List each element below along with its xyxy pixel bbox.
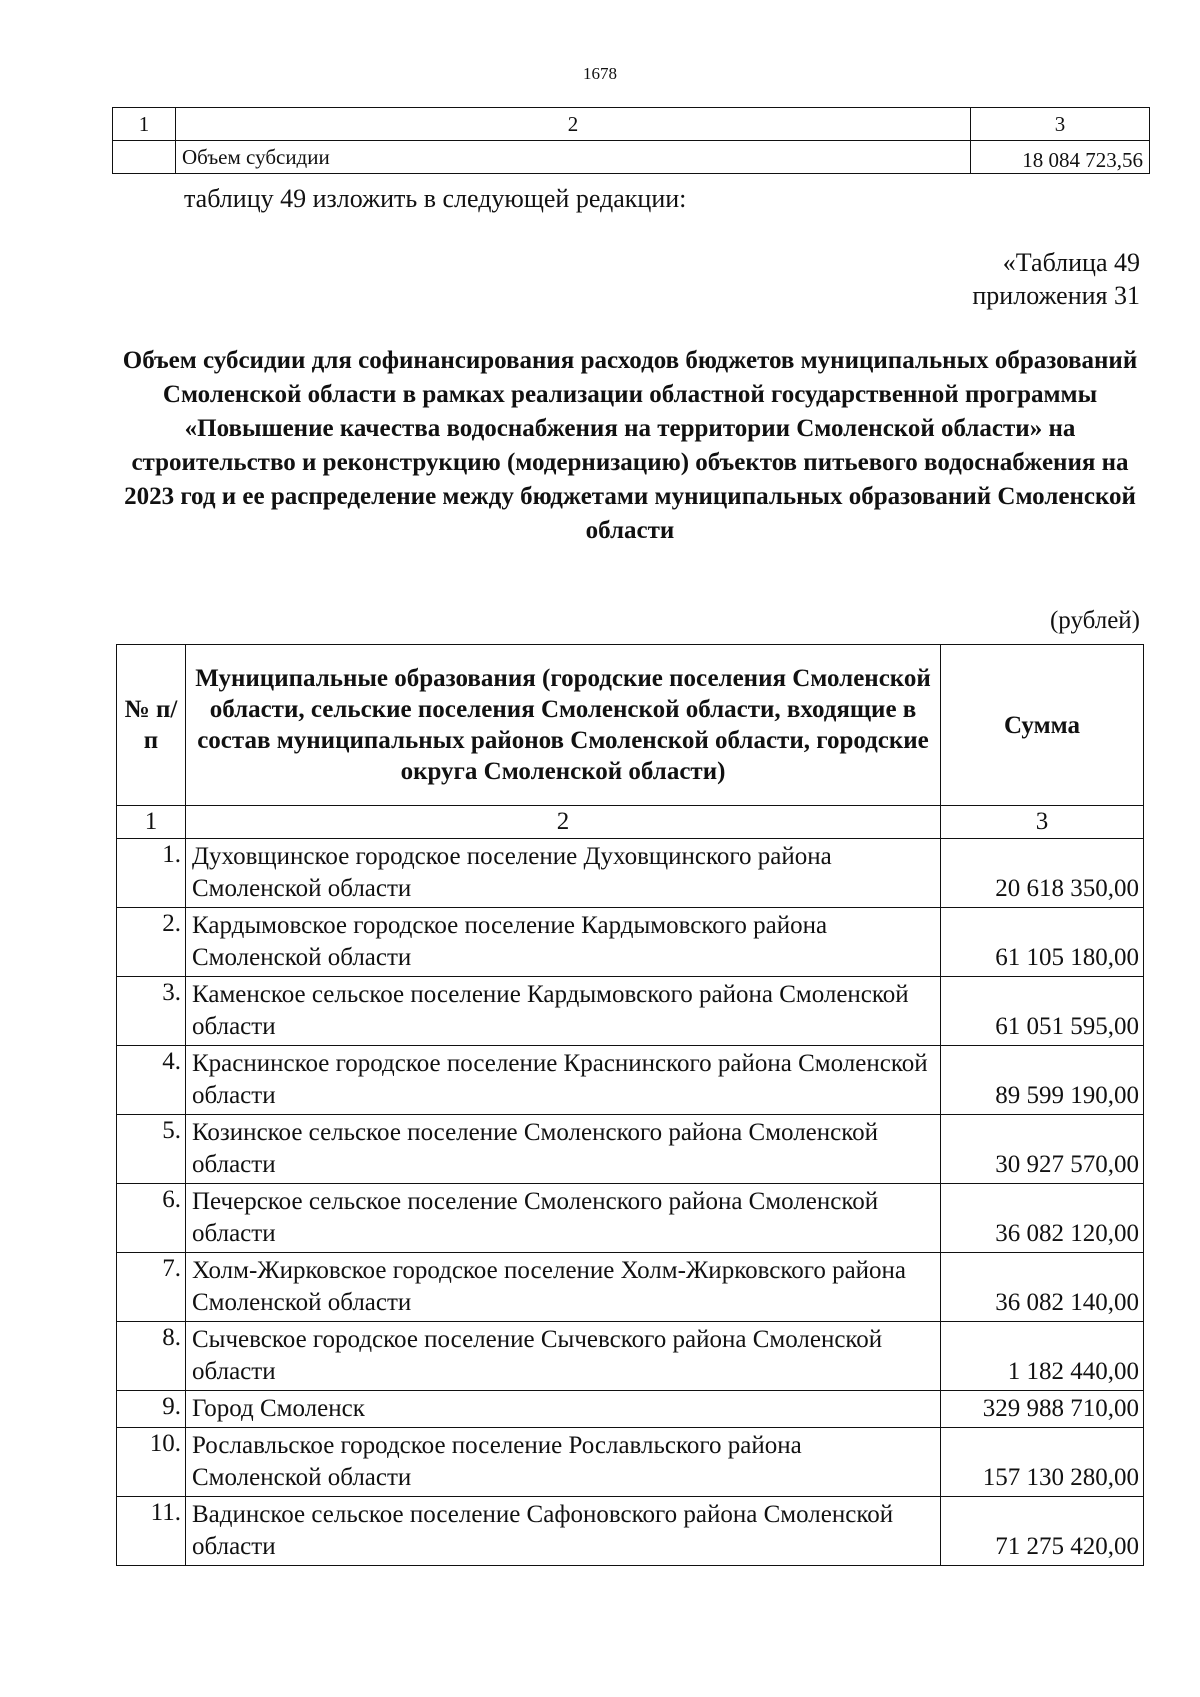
row-amount: 157 130 280,00 <box>941 1428 1144 1497</box>
index-cell: 3 <box>941 806 1144 839</box>
table-row <box>117 1046 1144 1115</box>
table-row <box>117 908 1144 977</box>
table-row <box>117 1253 1144 1322</box>
table-caption-line: «Таблица 49 <box>1002 248 1140 277</box>
row-name: Рославльское городское поселение Рославльского района Смоленской области <box>186 1428 941 1497</box>
row-name: Краснинское городское поселение Краснинского района Смоленской области <box>186 1046 941 1115</box>
row-amount: 329 988 710,00 <box>941 1391 1144 1428</box>
row-number: 9. <box>117 1391 186 1428</box>
table-row <box>117 1497 1144 1566</box>
row-number <box>113 141 176 174</box>
row-amount: 30 927 570,00 <box>941 1115 1144 1184</box>
header-name: Муниципальные образования (городские поселения Смоленской области, сельские поселения Смоленской области, входящие в состав муниципальных районов Смоленской области, городские округа Смоленской области) <box>186 645 941 806</box>
table-body <box>117 839 1144 1566</box>
row-amount: 61 105 180,00 <box>941 908 1144 977</box>
subsidy-table <box>116 644 1144 1566</box>
row-name: Козинское сельское поселение Смоленского района Смоленской области <box>186 1115 941 1184</box>
row-amount: 61 051 595,00 <box>941 977 1144 1046</box>
document-title: Объем субсидии для софинансирования расходов бюджетов муниципальных образований Смоленской области в рамках реализации областной государственной программы «Повышение качества водоснабжения на территории Смоленской области» на строительство и реконструкцию (модернизацию) объектов питьевого водоснабжения на 2023 год и ее распределение между бюджетами муниципальных образований Смоленской области <box>122 347 1138 544</box>
instruction-text: таблицу 49 изложить в следующей редакции: <box>184 184 687 213</box>
row-number: 11. <box>117 1497 186 1566</box>
table-row <box>117 1184 1144 1253</box>
row-name: Духовщинское городское поселение Духовщинского района Смоленской области <box>186 839 941 908</box>
row-amount: 18 084 723,56 <box>971 141 1150 174</box>
row-number: 10. <box>117 1428 186 1497</box>
row-number: 4. <box>117 1046 186 1115</box>
continuation-table <box>112 107 1150 174</box>
header-cell: 2 <box>176 108 971 141</box>
row-number: 5. <box>117 1115 186 1184</box>
units-label: (рублей) <box>1049 607 1140 634</box>
table-index-row <box>117 806 1144 839</box>
header-num: № п/п <box>117 645 186 806</box>
row-amount: 36 082 140,00 <box>941 1253 1144 1322</box>
header-cell: 3 <box>971 108 1150 141</box>
table-row <box>117 1428 1144 1497</box>
row-name: Сычевское городское поселение Сычевского района Смоленской области <box>186 1322 941 1391</box>
row-number: 8. <box>117 1322 186 1391</box>
table-row <box>117 977 1144 1046</box>
table-row <box>117 1115 1144 1184</box>
table-row <box>117 1391 1144 1428</box>
row-name: Каменское сельское поселение Кардымовского района Смоленской области <box>186 977 941 1046</box>
header-cell: 1 <box>113 108 176 141</box>
table-caption-line: приложения 31 <box>972 281 1140 310</box>
continuation-table-header <box>113 108 1150 141</box>
index-cell: 1 <box>117 806 186 839</box>
index-cell: 2 <box>186 806 941 839</box>
row-name: Город Смоленск <box>186 1391 941 1428</box>
row-amount: 89 599 190,00 <box>941 1046 1144 1115</box>
row-number: 3. <box>117 977 186 1046</box>
page-number: 1678 <box>583 64 617 83</box>
row-name: Кардымовское городское поселение Кардымовского района Смоленской области <box>186 908 941 977</box>
row-label: Объем субсидии <box>176 141 971 174</box>
table-row <box>117 839 1144 908</box>
row-number: 2. <box>117 908 186 977</box>
table-row <box>117 1322 1144 1391</box>
row-amount: 36 082 120,00 <box>941 1184 1144 1253</box>
continuation-table-row <box>113 141 1150 174</box>
row-amount: 71 275 420,00 <box>941 1497 1144 1566</box>
row-amount: 1 182 440,00 <box>941 1322 1144 1391</box>
row-name: Холм-Жирковское городское поселение Холм-Жирковского района Смоленской области <box>186 1253 941 1322</box>
table-header-row <box>117 645 1144 806</box>
table-caption <box>972 246 1140 312</box>
row-number: 7. <box>117 1253 186 1322</box>
row-amount: 20 618 350,00 <box>941 839 1144 908</box>
header-sum: Сумма <box>941 645 1144 806</box>
row-number: 1. <box>117 839 186 908</box>
row-name: Вадинское сельское поселение Сафоновского района Смоленской области <box>186 1497 941 1566</box>
row-number: 6. <box>117 1184 186 1253</box>
row-name: Печерское сельское поселение Смоленского района Смоленской области <box>186 1184 941 1253</box>
